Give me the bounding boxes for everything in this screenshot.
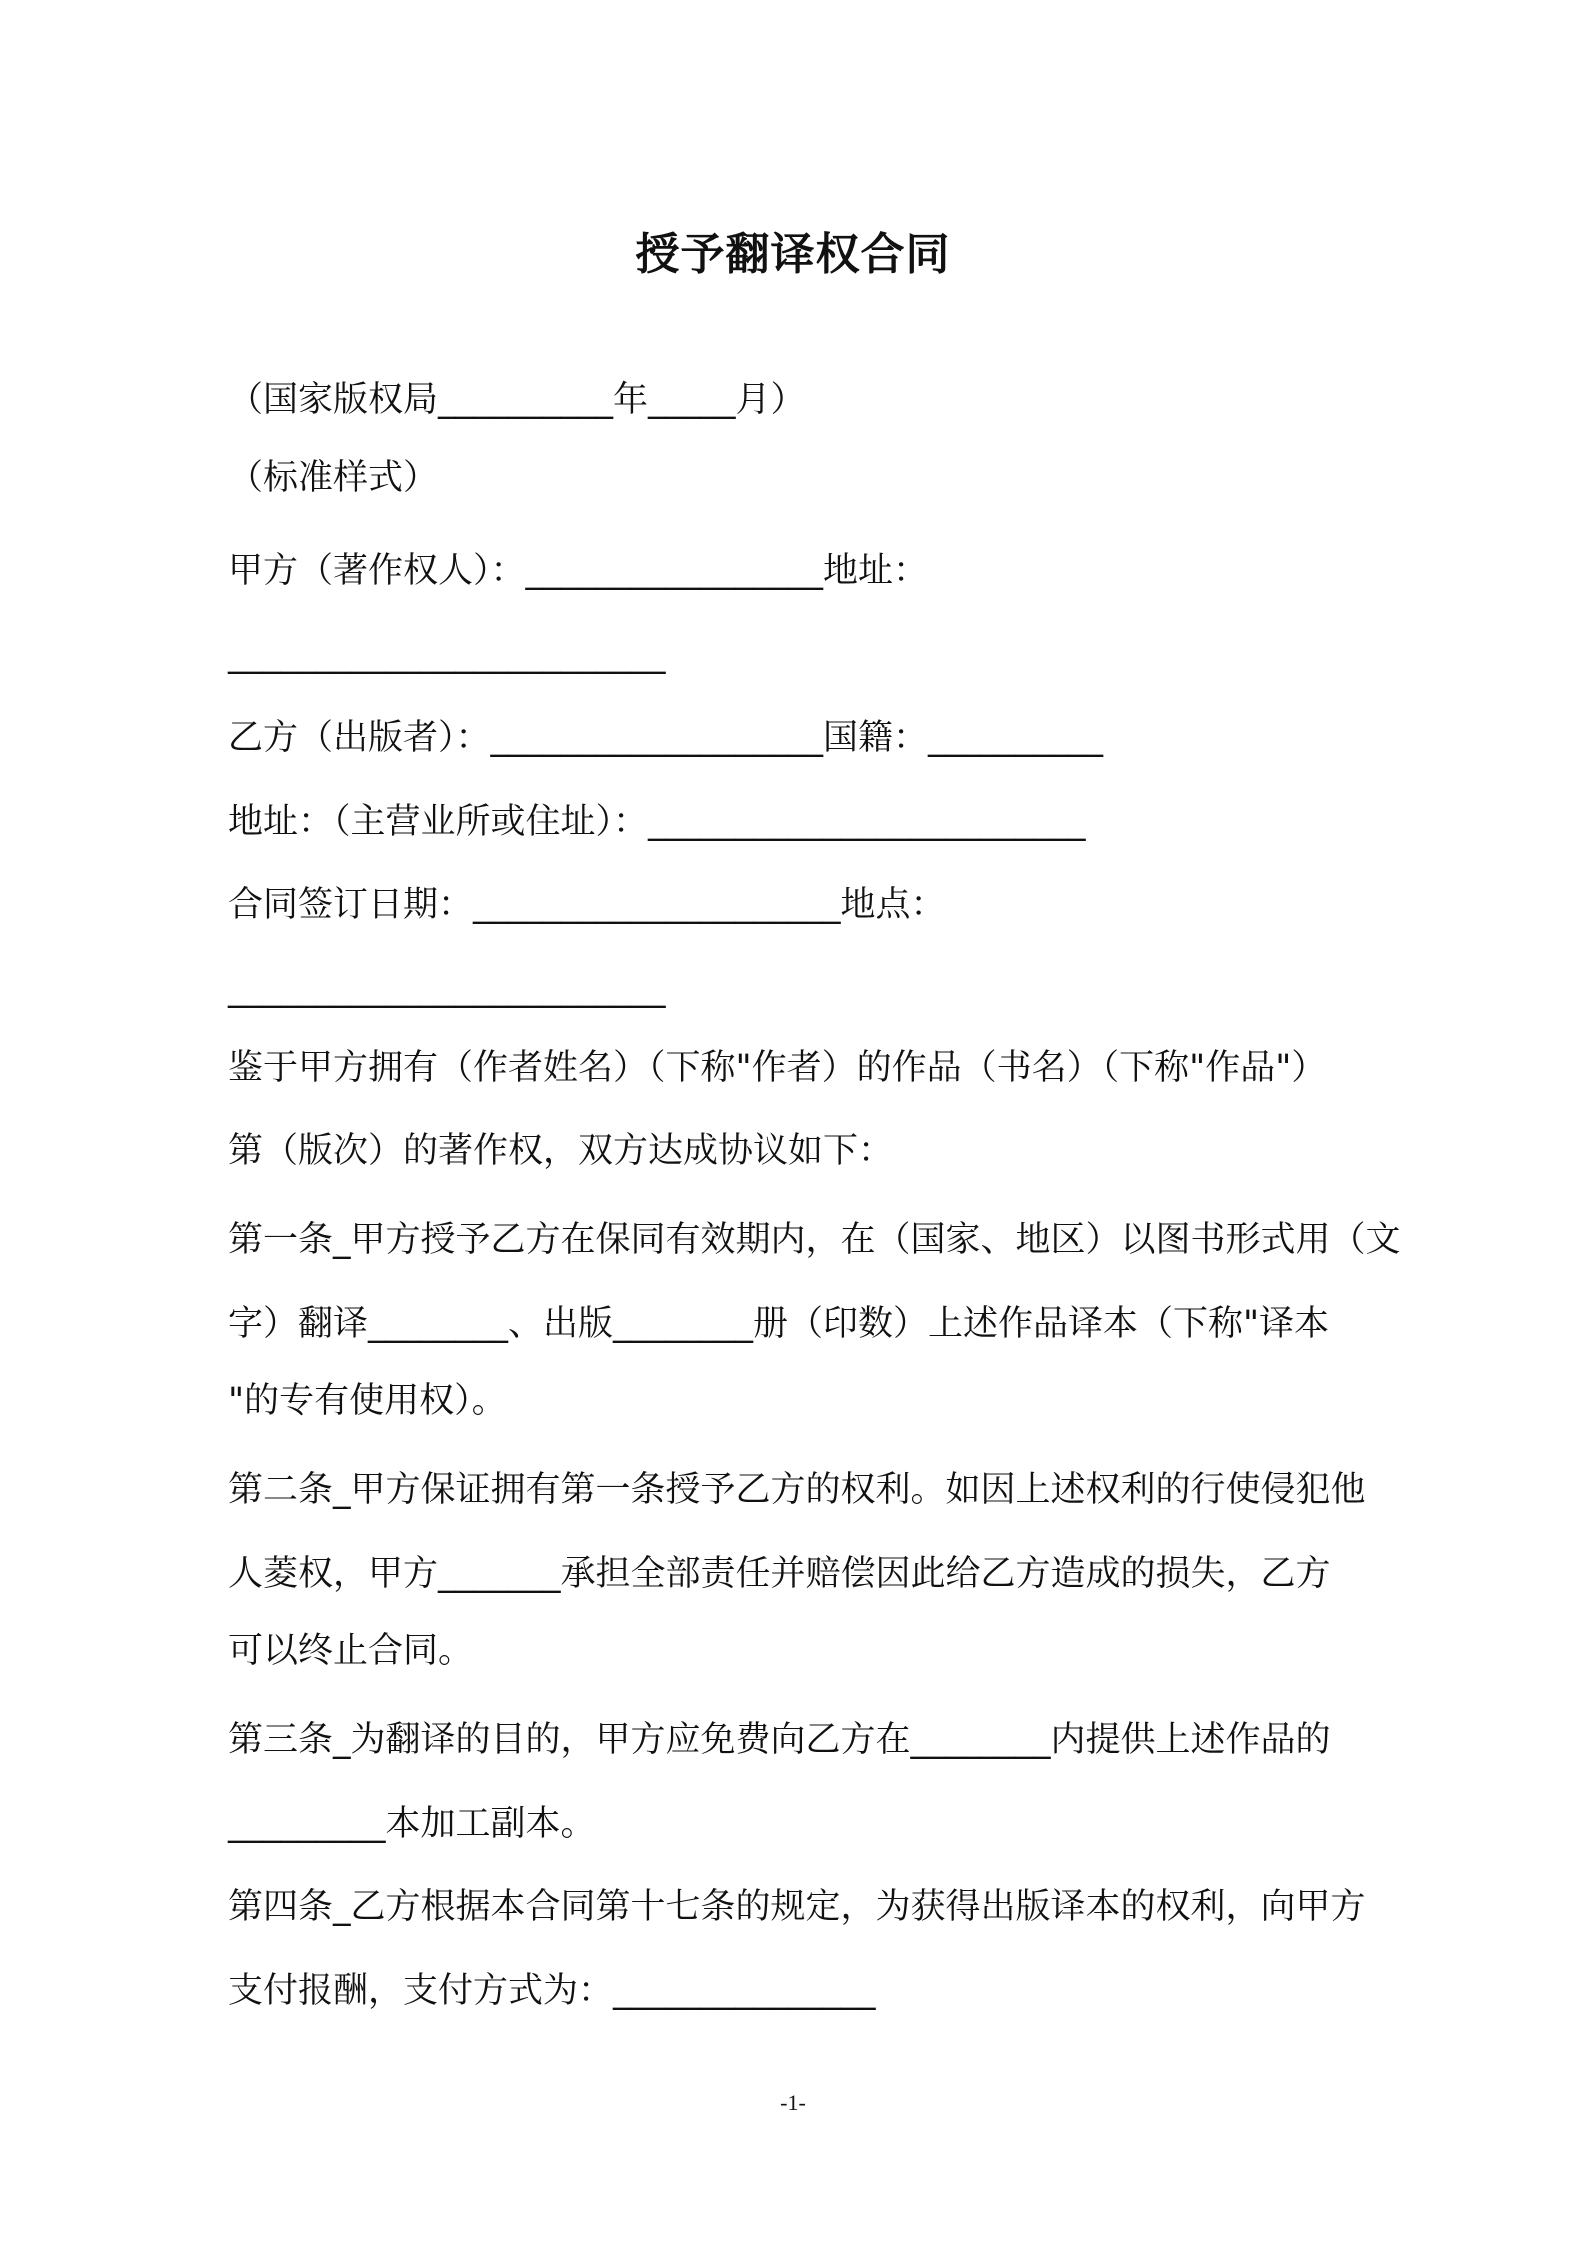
text-line: 第（版次）的著作权，双方达成协议如下： bbox=[228, 1131, 894, 1171]
text-line: "的专有使用权）。 bbox=[228, 1381, 507, 1421]
text-line: 人菱权，甲方_______承担全部责任并赔偿因此给乙方造成的损失，乙方 bbox=[228, 1554, 1331, 1594]
document-title: 授予翻译权合同 bbox=[635, 229, 951, 280]
text-line: 字）翻译________、出版________册（印数）上述作品译本（下称"译本 bbox=[228, 1304, 1330, 1344]
text-line: 可以终止合同。 bbox=[228, 1631, 474, 1671]
text-line: 第二条_甲方保证拥有第一条授予乙方的权利。如因上述权利的行使侵犯他 bbox=[228, 1470, 1366, 1510]
text-line: _________本加工副本。 bbox=[228, 1804, 596, 1844]
text-line: 合同签订日期：_____________________地点： bbox=[228, 885, 946, 925]
text-line: 鉴于甲方拥有（作者姓名）（下称"作者）的作品（书名）（下称"作品"） bbox=[228, 1048, 1327, 1088]
text-line: （标准样式） bbox=[228, 458, 439, 498]
text-line: _________________________ bbox=[228, 969, 666, 1009]
text-line: （国家版权局__________年_____月） bbox=[228, 380, 806, 420]
text-line: _________________________ bbox=[228, 635, 666, 675]
text-line: 地址：（主营业所或住址）：_________________________ bbox=[228, 802, 1086, 842]
text-line: 第四条_乙方根据本合同第十七条的规定，为获得出版译本的权利，向甲方 bbox=[228, 1887, 1366, 1927]
text-line: 第一条_甲方授予乙方在保同有效期内，在（国家、地区）以图书形式用（文 bbox=[228, 1220, 1401, 1260]
text-line: 甲方（著作权人）：_________________地址： bbox=[228, 551, 929, 591]
text-line: 第三条_为翻译的目的，甲方应免费向乙方在________内提供上述作品的 bbox=[228, 1720, 1331, 1760]
page-number: -1- bbox=[780, 2090, 806, 2115]
text-line: 乙方（出版者）：___________________国籍：__________ bbox=[228, 718, 1104, 758]
text-line: 支付报酬，支付方式为：_______________ bbox=[228, 1971, 876, 2011]
